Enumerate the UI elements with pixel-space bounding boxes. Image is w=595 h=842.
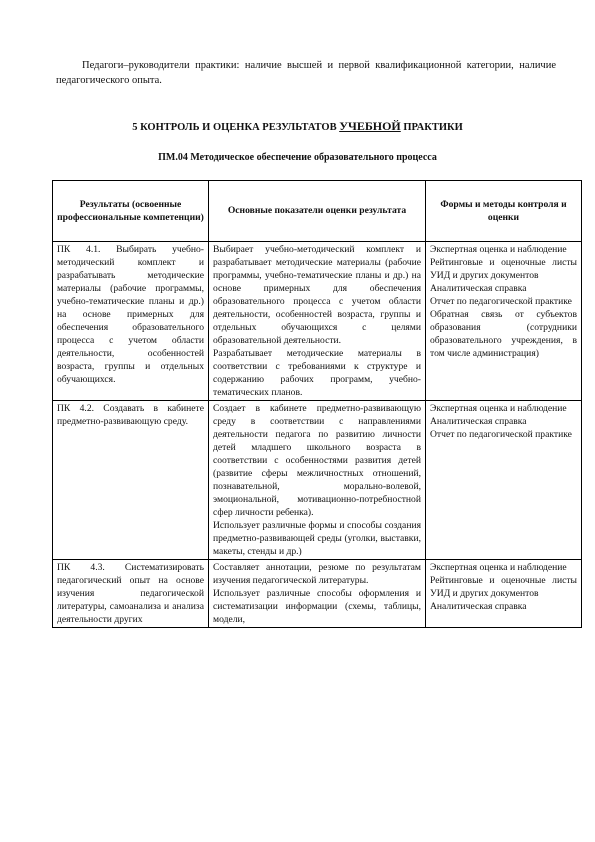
method-text: Отчет по педагогической практике xyxy=(430,296,572,307)
method-text: Аналитическая справка xyxy=(430,283,527,294)
section-heading xyxy=(0,119,595,134)
competence-cell xyxy=(53,242,209,401)
method-text: Отчет по педагогической практике xyxy=(430,429,572,440)
indicator-text: Разрабатывает методические материалы в соответствии с требованиями к структуре и содержанию рабочих программ, учебно-тематических планов. xyxy=(213,348,421,398)
indicator-text: Составляет аннотации, резюме по результатам изучения педагогической литературы. xyxy=(213,562,421,586)
indicators-cell xyxy=(209,560,426,628)
table-row xyxy=(53,242,582,401)
intro-paragraph xyxy=(56,58,556,88)
method-text: Экспертная оценка и наблюдение xyxy=(430,403,567,414)
heading-part-2: ПРАКТИКИ xyxy=(400,122,463,133)
heading-part-1: 5 КОНТРОЛЬ И ОЦЕНКА РЕЗУЛЬТАТОВ xyxy=(132,122,340,133)
competence-text: ПК 4.1. Выбирать учебно-методический комплект и разрабатывать методические материалы (рабочие программы, учебно-тематические планы и др.) на основе примерных для обеспечения образовательного процесса с учетом области деятельности, особенностей возраста, группы и отдельных обучающихся. xyxy=(57,244,204,385)
method-text: Аналитическая справка xyxy=(430,601,527,612)
method-text: Рейтинговые и оценочные листы УИД и других документов xyxy=(430,575,577,599)
method-text: Экспертная оценка и наблюдение xyxy=(430,562,567,573)
indicator-text: Создает в кабинете предметно-развивающую среду в соответствии с направлениями деятельности педагога по развитию личности детей младшего школьного возраста в соответствии с особенностями развития детей (развитие сферы межличностных отношений, познавательной, морально-волевой, эмоциональной, мотивационно-потребностной сфер личности ребенка). xyxy=(213,403,421,518)
heading-underlined-word: УЧЕБНОЙ xyxy=(339,119,401,133)
header-results: Результаты (освоенные профессиональные компетенции) xyxy=(53,181,209,242)
method-text: Экспертная оценка и наблюдение xyxy=(430,244,567,255)
table-row xyxy=(53,401,582,560)
competence-cell xyxy=(53,560,209,628)
indicators-cell xyxy=(209,242,426,401)
intro-text: Педагоги–руководители практики: наличие высшей и первой квалификационной категории, наличие педагогического опыта. xyxy=(56,60,556,86)
methods-cell xyxy=(426,401,582,560)
competence-cell xyxy=(53,401,209,560)
indicator-text: Использует различные формы и способы создания предметно-развивающей среды (уголки, выставки, макеты, стенды и др.) xyxy=(213,520,421,557)
indicators-cell xyxy=(209,401,426,560)
competence-text: ПК 4.3. Систематизировать педагогический опыт на основе изучения педагогической литературы, самоанализа и анализа деятельности других xyxy=(57,562,204,625)
table-header-row xyxy=(53,181,582,242)
table-row xyxy=(53,560,582,628)
assessment-table xyxy=(52,180,582,628)
method-text: Рейтинговые и оценочные листы УИД и других документов xyxy=(430,257,577,281)
module-subheading: ПМ.04 Методическое обеспечение образовательного процесса xyxy=(158,152,437,163)
competence-text: ПК 4.2. Создавать в кабинете предметно-развивающую среду. xyxy=(57,403,204,427)
method-text: Аналитическая справка xyxy=(430,416,527,427)
methods-cell xyxy=(426,242,582,401)
header-methods: Формы и методы контроля и оценки xyxy=(426,181,582,242)
method-text: Обратная связь от субъектов образования (сотрудники образовательного учреждения, в том числе администрация) xyxy=(430,309,577,359)
indicator-text: Выбирает учебно-методический комплект и разрабатывает методические материалы (рабочие программы, учебно-тематические планы и др.) на основе примерных для обеспечения образовательного процесса с учетом области деятельности, особенностей возраста, группы и отдельных обучающихся с целями образовательной деятельности. xyxy=(213,244,421,346)
header-indicators: Основные показатели оценки результата xyxy=(209,181,426,242)
indicator-text: Использует различные способы оформления и систематизации информации (схемы, таблицы, модели, xyxy=(213,588,421,625)
methods-cell xyxy=(426,560,582,628)
